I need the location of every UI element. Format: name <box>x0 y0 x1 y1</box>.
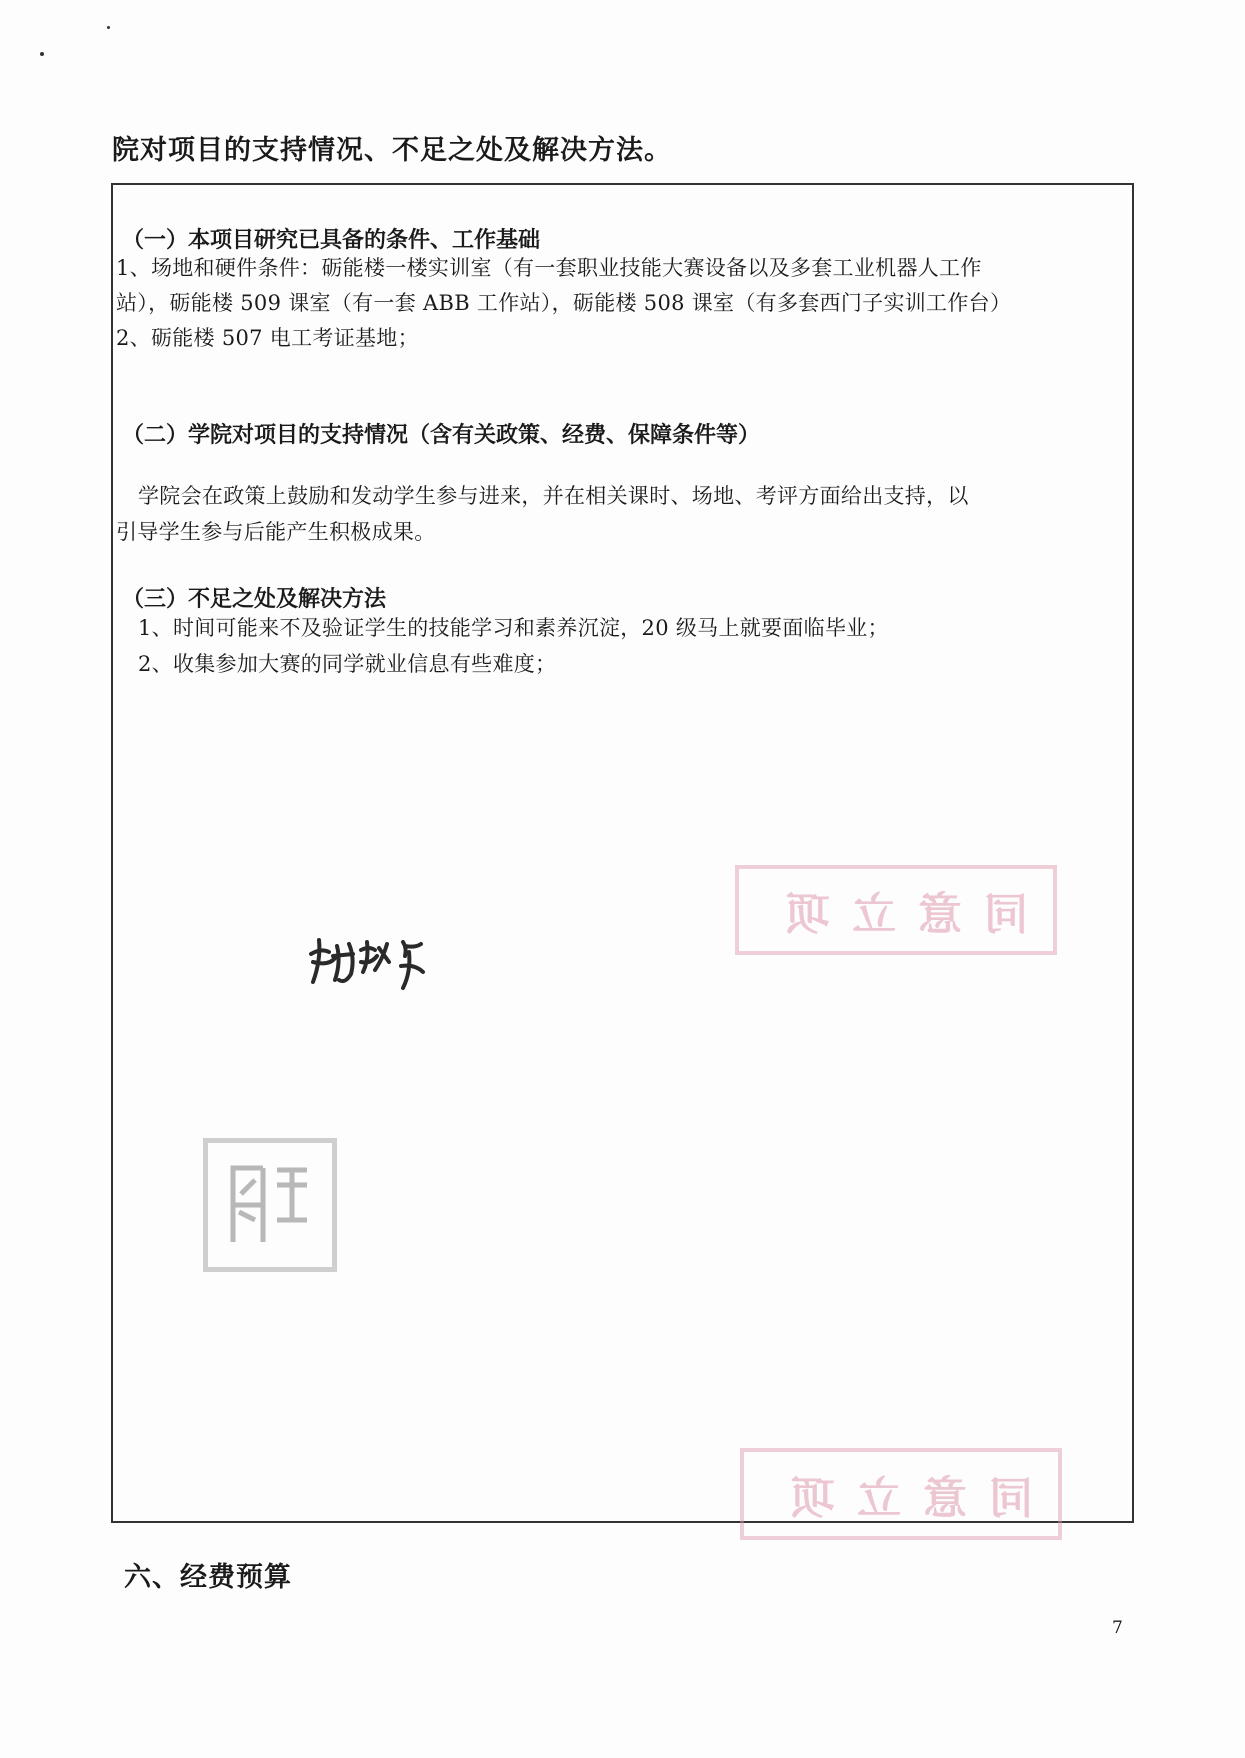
paragraph-line: 2、收集参加大赛的同学就业信息有些难度； <box>138 652 557 676</box>
paragraph-line: 引导学生参与后能产生积极成果。 <box>116 520 436 544</box>
paragraph-line: 1、场地和硬件条件：砺能楼一楼实训室（有一套职业技能大赛设备以及多套工业机器人工作 <box>116 256 982 280</box>
section-heading-budget: 六、经费预算 <box>124 1562 292 1593</box>
section-title-conditions: （一）本项目研究已具备的条件、工作基础 <box>122 228 541 253</box>
paragraph-line: 1、时间可能来不及验证学生的技能学习和素养沉淀，20 级马上就要面临毕业； <box>138 616 889 640</box>
page-heading: 院对项目的支持情况、不足之处及解决方法。 <box>112 135 672 166</box>
paragraph-line: 2、砺能楼 507 电工考证基地； <box>116 326 419 350</box>
paragraph-line: 学院会在政策上鼓励和发动学生参与进来，并在相关课时、场地、考评方面给出支持，以 <box>138 484 969 508</box>
approval-stamp-upper: 同意立项 <box>735 865 1057 955</box>
handwritten-signature <box>305 932 435 1002</box>
paragraph-line: 站），砺能楼 509 课室（有一套 ABB 工作站），砺能楼 508 课室（有多套西门子实训工作台） <box>116 291 1012 315</box>
scan-speck <box>107 26 110 29</box>
approval-stamp-lower: 同意立项 <box>740 1448 1062 1540</box>
scan-speck <box>40 52 44 56</box>
section-title-shortcomings: （三）不足之处及解决方法 <box>122 587 387 612</box>
square-seal <box>203 1138 337 1272</box>
page-number: 7 <box>1112 1618 1123 1638</box>
seal-mark-icon <box>215 1150 325 1260</box>
content-box <box>111 183 1134 1523</box>
section-title-support: （二）学院对项目的支持情况（含有关政策、经费、保障条件等） <box>122 423 761 448</box>
